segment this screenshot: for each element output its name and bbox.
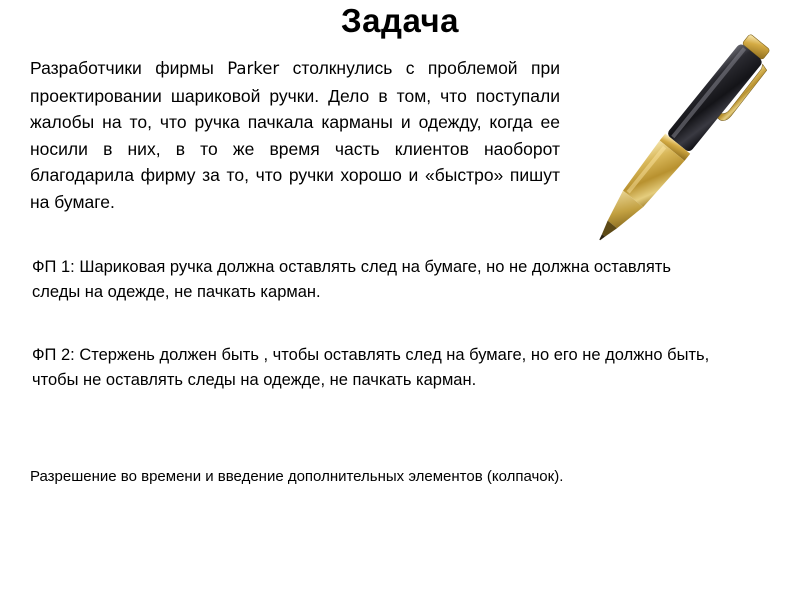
brand-name: Parker — [227, 59, 280, 78]
pen-image — [555, 18, 800, 268]
intro-text-after-brand: столкнулись с проблемой при проектировании шариковой ручки. Дело в том, что поступали жалобы на то, что ручка пачкала карманы и одежду, когда ее носили в них, в то же время часть клиентов наоборот благодарила фирму за то, что ручки хорошо и «быстро» пишут на бумаге. — [30, 58, 560, 212]
intro-paragraph-block — [30, 55, 560, 215]
conclusion-note: Разрешение во времени и введение дополнительных элементов (колпачок). — [30, 468, 564, 485]
fp1-text: ФП 1: Шариковая ручка должна оставлять след на бумаге, но не должна оставлять следы на одежде, не пачкать карман. — [32, 258, 671, 301]
fp2-text: ФП 2: Стержень должен быть , чтобы оставлять след на бумаге, но его не должно быть, чтобы не оставлять следы на одежде, не пачкать карман. — [32, 346, 710, 389]
intro-paragraph — [30, 55, 560, 215]
intro-text-before-brand: Разработчики фирмы — [30, 58, 228, 78]
ballpoint-pen-illustration — [555, 18, 800, 268]
page-title: Задача — [340, 2, 460, 39]
